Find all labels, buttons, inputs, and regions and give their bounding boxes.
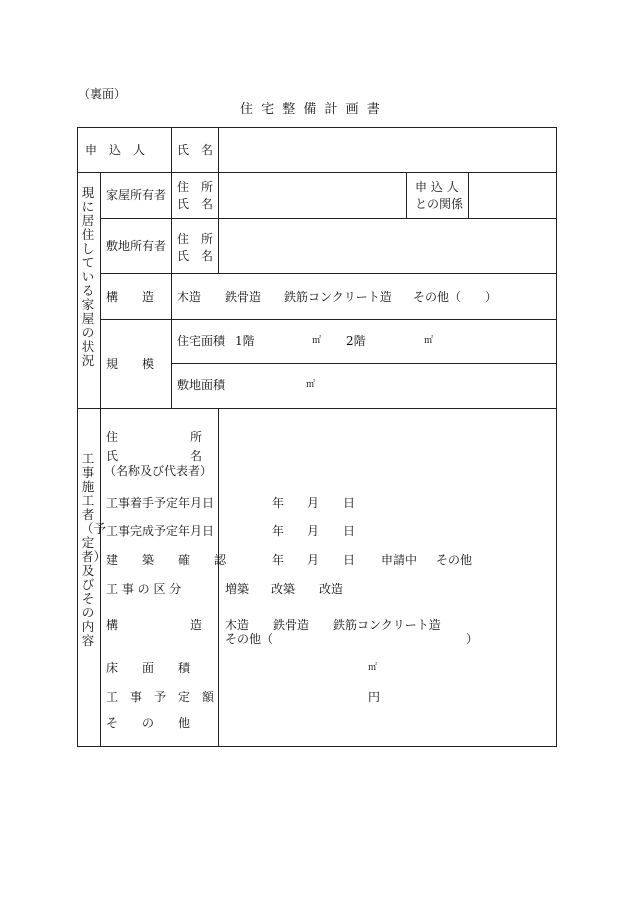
contractor-floor-area-unit: ㎡ <box>368 663 378 673</box>
structure-label: 構 造 <box>106 290 155 304</box>
land-owner-label: 敷地所有者 <box>106 239 167 253</box>
confirm-month-label: 月 <box>307 553 320 567</box>
table-top-border <box>77 127 557 128</box>
page-title: 住 宅 整 備 計 画 書 <box>240 102 382 117</box>
site-area-unit: ㎡ <box>306 380 316 390</box>
contractor-structure-options[interactable]: 木造 鉄骨造 鉄筋コンクリート造 <box>225 618 441 632</box>
contractor-floor-area-label: 床 面 積 <box>106 661 191 675</box>
confirmation-label: 建 築 確 認 <box>106 553 227 567</box>
structure-option-steel[interactable]: 鉄骨造 <box>225 290 262 304</box>
relation-field[interactable] <box>472 175 552 215</box>
category-option-rebuild[interactable]: 改築 <box>271 582 296 596</box>
house-owner-name-label: 氏 名 <box>177 197 214 211</box>
relation-label-line2: との関係 <box>415 197 464 211</box>
row-line <box>100 218 556 219</box>
structure-option-other[interactable]: その他（ ） <box>413 290 498 304</box>
contractor-structure-label: 構 造 <box>106 618 203 632</box>
end-date-label: 工事完成予定年月日 <box>106 524 215 538</box>
floor-area-label: 住宅面積 <box>177 334 226 348</box>
col-line <box>100 172 101 746</box>
col-line <box>171 127 172 408</box>
current-house-section-label: 現に居住している家屋の状況 <box>81 185 95 368</box>
confirm-year-label: 年 <box>272 553 285 567</box>
house-owner-address-label: 住 所 <box>177 180 214 194</box>
structure-option-rc[interactable]: 鉄筋コンクリート造 <box>284 290 392 304</box>
applicant-name-field[interactable] <box>222 130 552 170</box>
structure-option-wood[interactable]: 木造 <box>177 290 202 304</box>
site-area-label: 敷地面積 <box>177 378 226 392</box>
land-owner-field[interactable] <box>222 221 552 271</box>
end-month-label: 月 <box>307 524 320 538</box>
col-line <box>218 408 219 746</box>
contractor-name-label: 氏 名 <box>106 449 203 463</box>
cost-label: 工 事 予 定 額 <box>106 690 215 704</box>
col-line <box>468 172 469 218</box>
row-line <box>171 363 556 364</box>
relation-label-line1: 申 込 人 <box>415 180 459 194</box>
floor2-unit: ㎡ <box>424 336 434 346</box>
contractor-name-sub-label: （名称及び代表者） <box>104 464 213 478</box>
other-label: そ の 他 <box>106 716 191 730</box>
end-year-label: 年 <box>272 524 285 538</box>
contractor-address-label: 住 所 <box>106 430 203 444</box>
land-owner-address-label: 住 所 <box>177 232 214 246</box>
confirm-other-option[interactable]: その他 <box>436 553 473 567</box>
row-line <box>100 319 556 320</box>
contractor-structure-other-open: その他（ <box>225 632 274 646</box>
category-option-extension[interactable]: 増築 <box>225 582 250 596</box>
scale-label: 規 模 <box>106 357 155 371</box>
cost-unit: 円 <box>368 690 381 704</box>
table-right-border <box>556 127 557 746</box>
row-line <box>100 273 556 274</box>
start-month-label: 月 <box>307 496 320 510</box>
back-side-label: （裏面） <box>78 87 127 101</box>
floor1-unit: ㎡ <box>312 336 322 346</box>
land-owner-name-label: 氏 名 <box>177 249 214 263</box>
confirm-day-label: 日 <box>343 553 356 567</box>
table-left-border <box>77 127 78 746</box>
start-day-label: 日 <box>343 496 356 510</box>
floor1-label: 1階 <box>235 334 255 348</box>
floor2-label: 2階 <box>346 334 366 348</box>
end-day-label: 日 <box>343 524 356 538</box>
applicant-name-label: 氏 名 <box>177 143 214 157</box>
confirm-applying-option[interactable]: 申請中 <box>381 553 418 567</box>
col-line <box>218 127 219 274</box>
start-date-label: 工事着手予定年月日 <box>106 496 215 510</box>
col-line <box>406 172 407 218</box>
table-bottom-border <box>77 746 557 747</box>
house-owner-field[interactable] <box>222 175 402 215</box>
start-year-label: 年 <box>272 496 285 510</box>
contractor-section-label: 工事施工者（予定者）及びその内容 <box>81 451 107 648</box>
contractor-structure-other-close: ） <box>466 632 479 646</box>
category-option-remodel[interactable]: 改造 <box>319 582 344 596</box>
applicant-label: 申 込 人 <box>85 143 146 157</box>
row-line <box>77 408 557 409</box>
contractor-info-field[interactable] <box>222 420 552 480</box>
work-category-label: 工 事 の 区 分 <box>106 582 182 596</box>
house-owner-label: 家屋所有者 <box>106 188 167 202</box>
row-line <box>77 172 557 173</box>
